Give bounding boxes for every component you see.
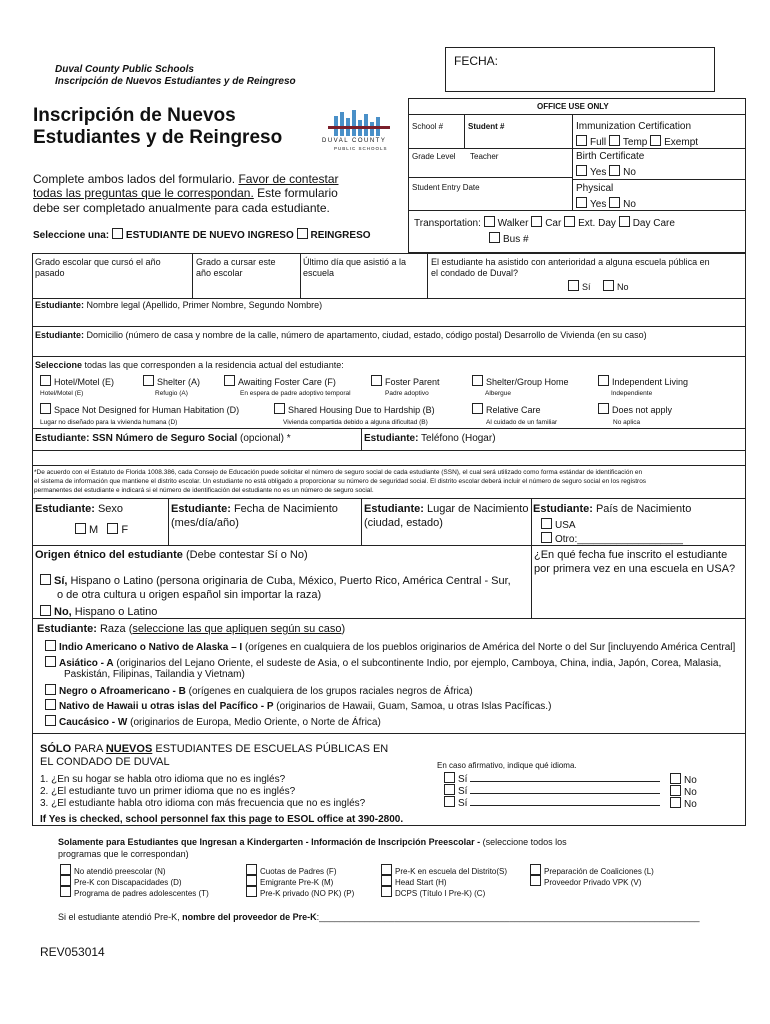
esol-fax-note: If Yes is checked, school personnel fax this page to ESOL office at 390-2800. [40,814,404,825]
intro-line-3: debe ser completado anualmente para cada estudiante. [33,201,330,215]
language-q2: 2. ¿El estudiante tuvo un primer idioma que no es inglés? [40,786,296,797]
language-q3: 3. ¿El estudiante habla otro idioma con más frecuencia que no es inglés? [40,798,366,809]
form-subtitle: Inscripción de Nuevos Estudiantes y de Reingreso [55,76,296,87]
new-student-checkbox[interactable] [112,228,123,239]
extday-checkbox[interactable] [564,216,575,227]
phone-field[interactable]: Estudiante: Teléfono (Hogar) [364,433,496,444]
office-title: OFFICE USE ONLY [537,102,609,111]
residence-not-designed[interactable]: Space Not Designed for Human Habitation (D) [40,403,239,415]
language-heading: SÓLO PARA NUEVOS ESTUDIANTES DE ESCUELAS PÚBLICAS EN [40,743,389,755]
transportation: Transportation: Walker Car Ext. Day Day Care [414,218,675,229]
language-q1: 1. ¿En su hogar se habla otro idioma que no es inglés? [40,774,286,785]
residence-relative[interactable]: Relative Care [472,403,541,415]
attended-options: Sí No [568,280,629,292]
residence-shared[interactable]: Shared Housing Due to Hardship (B) [274,403,435,415]
race-indian[interactable]: Indio Americano o Nativo de Alaska – I (orígenes en cualquiera de los pueblos originarios de América del Norte o del Sur [incluyendo América Central] [45,640,735,653]
prek-migrant[interactable]: Emigrante Pre-K (M) [246,875,333,887]
physical-label: Physical [576,183,614,194]
sex-m-checkbox[interactable] [75,523,86,534]
prek-disabilities[interactable]: Pre-K con Discapacidades (D) [60,875,182,887]
language-q1-no[interactable]: No [670,773,697,786]
country-field: Estudiante: País de Nacimiento [533,503,692,515]
walker-checkbox[interactable] [484,216,495,227]
exempt-checkbox[interactable] [650,135,661,146]
teacher: Teacher [470,152,499,161]
sex-label: Estudiante: Sexo [35,503,124,515]
next-grade-label[interactable]: Grado a cursar este [196,257,276,267]
language-q3-si[interactable]: Sí [444,796,467,809]
language-q2-no[interactable]: No [670,785,697,798]
prev-grade-label[interactable]: Grado escolar que cursó el año [35,257,161,267]
prek-coalition[interactable]: Preparación de Coaliciones (L) [530,864,654,876]
logo-subtext: PUBLIC SCHOOLS [334,146,388,151]
student-number: Student # [468,122,505,131]
ethnic-no[interactable]: No, Hispano o Latino [40,605,157,618]
residence-group-home[interactable]: Shelter/Group Home [472,375,569,387]
intro-line-2: todas las preguntas que le correspondan. Este formulario [33,186,338,200]
grade-level: Grade Level [412,152,456,161]
residence-foster-parent[interactable]: Foster Parent [371,375,440,387]
ssn-note-1: *De acuerdo con el Estatuto de Florida 1008.386, cada Consejo de Educación puede solicitar el número de seguro social de cada estudiante (SSN), el cual será utilizado como forma estándar de identificación en [34,469,643,476]
daycare-checkbox[interactable] [619,216,630,227]
residence-independent[interactable]: Independent Living [598,375,688,387]
residence-shelter[interactable]: Shelter (A) [143,375,200,387]
immunization-label: Immunization Certification [576,121,692,132]
date-label: FECHA: [454,54,499,68]
physical-options: Yes No [576,197,636,210]
physical-no-checkbox[interactable] [609,197,620,208]
prek-none[interactable]: No atendió preescolar (N) [60,864,166,876]
immunization-options: Full Temp Exempt [576,135,698,148]
enrollment-type: Seleccione una: ESTUDIANTE DE NUEVO INGRESO REINGRESO [33,230,371,241]
sex-options: M F [75,523,128,536]
revision-code: REV053014 [40,945,105,959]
temp-checkbox[interactable] [609,135,620,146]
language-caso: En caso afirmativo, indique qué idioma. [437,761,577,770]
race-pacific[interactable]: Nativo de Hawaii u otras islas del Pacífico - P (originarios de Hawaii, Guam, Samoa, u otras Islas Pacíficas.) [45,699,551,712]
logo-text: DUVAL COUNTY [322,138,387,144]
prek-district[interactable]: Pre-K en escuela del Distrito(S) [381,864,507,876]
residence-label: Seleccione todas las que corresponden a la residencia actual del estudiante: [35,360,344,370]
ssn-field[interactable]: Estudiante: SSN Número de Seguro Social (opcional) * [35,433,291,444]
attended-no-checkbox[interactable] [603,280,614,291]
language-q1-si[interactable]: Sí [444,772,467,785]
intro-line-1: Complete ambos lados del formulario. Favor de contestar [33,172,339,186]
attended-question: El estudiante ha asistido con anterioridad a alguna escuela pública en [431,257,710,267]
language-q2-si[interactable]: Sí [444,784,467,797]
prek-dcps[interactable]: DCPS (Título I Pre-K) (C) [381,886,485,898]
birth-label: Birth Certificate [576,151,645,162]
prek-vpk[interactable]: Proveedor Privado VPK (V) [530,875,641,887]
school-number: School # [412,122,444,131]
address-field[interactable]: Estudiante: Domicilio (número de casa y nombre de la calle, número de apartamento, ciudad, estado, código postal) Desarrollo de Vivienda (en su caso) [35,330,647,340]
ssn-note-2: el sistema de información que mantiene el distrito escolar. Un estudiante no está obligado a proporcionar su número de seguridad social. El distrito escolar deberá incluir el número de seguro social en los registros [34,478,647,485]
bus-option: Bus # [489,232,529,245]
page-title-2: Estudiantes y de Reingreso [33,127,283,148]
birth-no-checkbox[interactable] [609,165,620,176]
ethnic-yes[interactable]: Sí, Hispano o Latino (persona originaria de Cuba, México, Puerto Rico, América Central - Sur, [40,574,511,587]
race-asian[interactable]: Asiático - A (originarios del Lejano Oriente, el sudeste de Asia, o el subcontinente Indio, por ejemplo, Camboya, China, india, Japón, Corea, Malasia, [45,656,721,669]
residence-not-apply[interactable]: Does not apply [598,403,672,415]
birth-options: Yes No [576,165,636,178]
full-checkbox[interactable] [576,135,587,146]
reenroll-checkbox[interactable] [297,228,308,239]
prek-parent-fees[interactable]: Cuotas de Padres (F) [246,864,336,876]
bus-checkbox[interactable] [489,232,500,243]
country-other[interactable]: Otro:___________________ [541,532,683,545]
entry-date: Student Entry Date [412,183,480,192]
legal-name-field[interactable]: Estudiante: Nombre legal (Apellido, Primer Nombre, Segundo Nombre) [35,300,323,310]
race-black[interactable]: Negro o Afroamericano - B (orígenes en cualquiera de los grupos raciales negros de África) [45,684,473,697]
district-name: Duval County Public Schools [55,64,194,75]
last-day-label[interactable]: Último día que asistió a la [303,257,407,267]
race-label: Estudiante: Raza (seleccione las que apliquen según su caso) [37,623,346,635]
logo-icon [320,108,398,138]
birth-yes-checkbox[interactable] [576,165,587,176]
page-title: Inscripción de Nuevos [33,105,236,126]
usa-first-date[interactable]: ¿En qué fecha fue inscrito el estudiante [534,549,728,561]
prek-provider-field[interactable]: Si el estudiante atendió Pre-K, nombre del proveedor de Pre-K:____________________________________________________________________________ [58,912,700,922]
prek-heading: Solamente para Estudiantes que Ingresan a Kindergarten - Información de Inscripción Preescolar - (seleccione todos los [58,837,567,847]
district-logo [320,108,398,154]
car-checkbox[interactable] [531,216,542,227]
race-caucasian[interactable]: Caucásico - W (originarios de Europa, Medio Oriente, o Norte de África) [45,715,381,728]
physical-yes-checkbox[interactable] [576,197,587,208]
dob-field[interactable]: Estudiante: Fecha de Nacimiento [171,503,338,515]
language-q3-no[interactable]: No [670,797,697,810]
attended-si-checkbox[interactable] [568,280,579,291]
sex-f-checkbox[interactable] [107,523,118,534]
residence-hotel[interactable]: Hotel/Motel (E) [40,375,114,387]
ethnic-label: Origen étnico del estudiante (Debe contestar Sí o No) [35,549,308,561]
date-field[interactable] [445,47,715,92]
prek-head-start[interactable]: Head Start (H) [381,875,447,887]
pob-field[interactable]: Estudiante: Lugar de Nacimiento [364,503,529,515]
ssn-note-3: permanentes del estudiante e indicará si el número de identificación del estudiante no es un número de seguro social. [34,487,374,494]
country-usa[interactable]: USA [541,518,576,531]
prek-teen-parent[interactable]: Programa de padres adolescentes (T) [60,886,209,898]
prek-private[interactable]: Pre-K privado (NO PK) (P) [246,886,354,898]
residence-awaiting-foster[interactable]: Awaiting Foster Care (F) [224,375,336,387]
